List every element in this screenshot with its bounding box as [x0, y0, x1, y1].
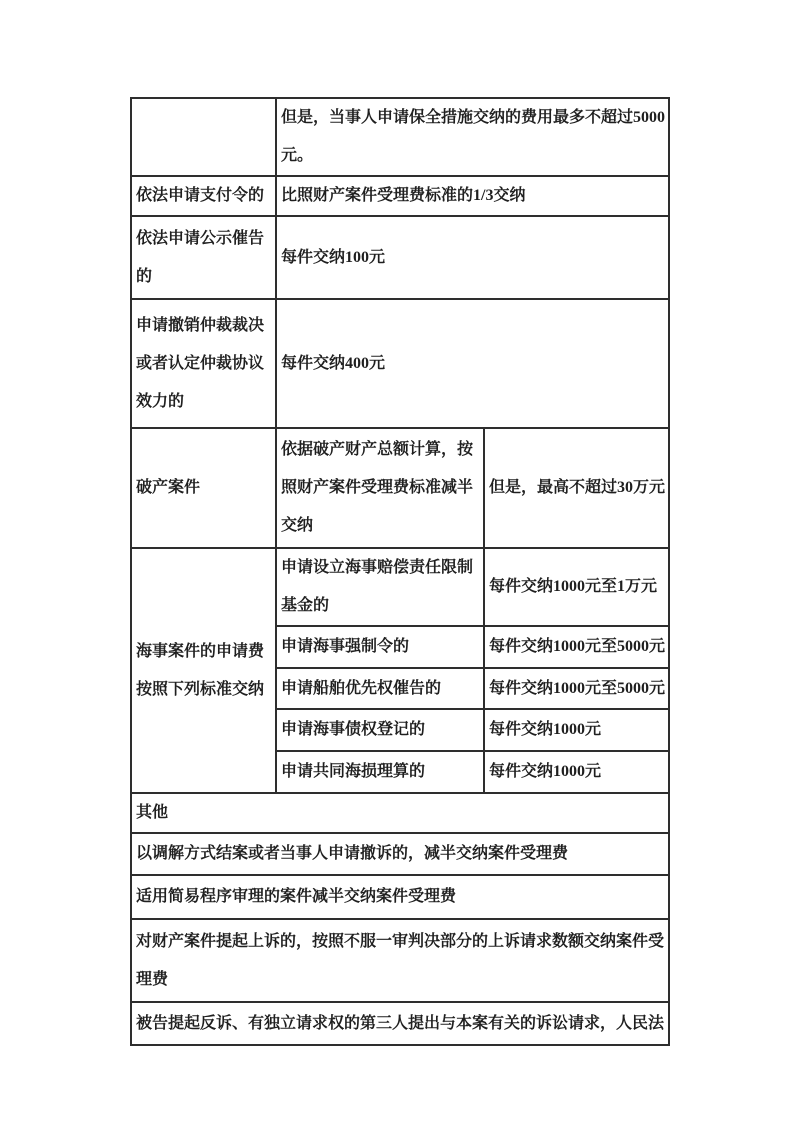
cell-amount: 每件交纳1000元 — [484, 751, 669, 793]
cell-note: 但是，最高不超过30万元 — [484, 428, 669, 548]
cell-category — [131, 98, 276, 176]
cell-category: 海事案件的申请费按照下列标准交纳 — [131, 548, 276, 793]
row-mediation-withdrawal — [131, 833, 669, 875]
row-maritime-fund — [131, 548, 669, 626]
cell-section-header: 其他 — [131, 793, 669, 833]
cell-rule: 对财产案件提起上诉的，按照不服一审判决部分的上诉请求数额交纳案件受理费 — [131, 919, 669, 1002]
cell-standard: 每件交纳400元 — [276, 299, 669, 428]
cell-standard: 比照财产案件受理费标准的1/3交纳 — [276, 176, 669, 216]
row-arbitration-revocation — [131, 299, 669, 428]
cell-rule: 被告提起反诉、有独立请求权的第三人提出与本案有关的诉讼请求，人民法 — [131, 1002, 669, 1045]
row-preservation-fee-cap — [131, 98, 669, 176]
cell-rule: 以调解方式结案或者当事人申请撤诉的，减半交纳案件受理费 — [131, 833, 669, 875]
cell-note: 但是，当事人申请保全措施交纳的费用最多不超过5000元。 — [276, 98, 669, 176]
cell-standard: 申请海事强制令的 — [276, 626, 484, 668]
row-bankruptcy — [131, 428, 669, 548]
cell-category: 破产案件 — [131, 428, 276, 548]
row-property-appeal — [131, 919, 669, 1002]
cell-amount: 每件交纳1000元至5000元 — [484, 668, 669, 709]
cell-rule: 适用简易程序审理的案件减半交纳案件受理费 — [131, 875, 669, 919]
row-summary-procedure — [131, 875, 669, 919]
cell-standard: 申请海事债权登记的 — [276, 709, 484, 751]
row-payment-order — [131, 176, 669, 216]
cell-amount: 每件交纳1000元至5000元 — [484, 626, 669, 668]
cell-standard: 申请共同海损理算的 — [276, 751, 484, 793]
cell-category: 依法申请支付令的 — [131, 176, 276, 216]
cell-standard: 每件交纳100元 — [276, 216, 669, 299]
cell-category: 依法申请公示催告的 — [131, 216, 276, 299]
row-public-notice — [131, 216, 669, 299]
cell-category: 申请撤销仲裁裁决或者认定仲裁协议效力的 — [131, 299, 276, 428]
litigation-fee-table — [130, 97, 670, 1046]
cell-standard: 申请船舶优先权催告的 — [276, 668, 484, 709]
cell-amount: 每件交纳1000元至1万元 — [484, 548, 669, 626]
cell-amount: 每件交纳1000元 — [484, 709, 669, 751]
cell-standard: 依据破产财产总额计算，按照财产案件受理费标准减半交纳 — [276, 428, 484, 548]
cell-standard: 申请设立海事赔偿责任限制基金的 — [276, 548, 484, 626]
row-other-header — [131, 793, 669, 833]
row-counterclaim — [131, 1002, 669, 1045]
